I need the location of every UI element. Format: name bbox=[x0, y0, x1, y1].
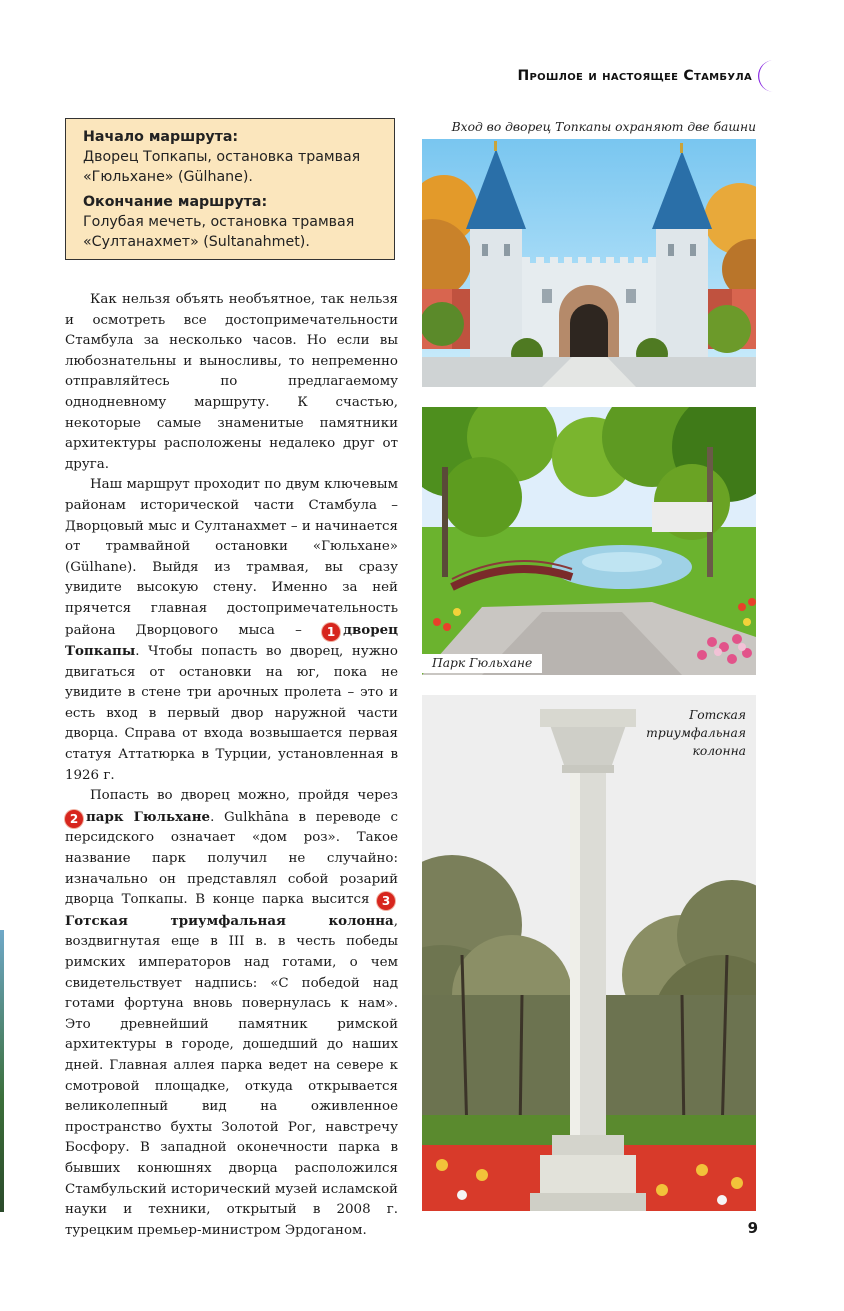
paragraph-1: Как нельзя объять необъятное, так нельзя и осмотреть все достопримечательности Стамбула за несколько часов. Но если вы любознательны и выносливы, то непременно отправляйтесь по предлагаемому однодневному маршруту. К счастью, некоторые самые знаменитые памятники архитектуры расположены недалеко друг от друга. bbox=[65, 292, 398, 472]
route-marker-2: 2 bbox=[65, 810, 83, 828]
paragraph-3-start: Попасть во дворец можно, пройдя через bbox=[90, 788, 398, 804]
route-marker-3: 3 bbox=[377, 892, 395, 910]
route-end-text: Голубая мечеть, остановка трамвая «Султанахмет» (Sultanahmet). bbox=[83, 214, 355, 250]
route-start-heading: Начало маршрута: bbox=[83, 129, 239, 145]
running-header-title: Прошлое и настоящее Стамбула bbox=[517, 68, 752, 84]
paragraph-2-end: . Чтобы попасть во дворец, нужно двигаться от остановки на юг, пока не увидите в стене три арочных пролета – это и есть вход в первый двор наружной части дворца. Справа от входа возвышается первая статуя Аттатюрка в Турции, установленная в 1926 г. bbox=[65, 644, 398, 783]
paragraph-3-middle: . Gulkhāna в переводе с персидского означает «дом роз». Такое название парк получил не случайно: изначально он представлял собой розарий дворца Топкапы. В конце парка высится bbox=[65, 809, 398, 908]
paragraph-3 bbox=[65, 786, 398, 1241]
crescent-mark-icon bbox=[758, 59, 790, 93]
park-photo-caption: Парк Гюльхане bbox=[422, 654, 542, 673]
route-marker-1: 1 bbox=[322, 623, 340, 641]
gulhane-park-term: парк Гюльхане bbox=[86, 808, 211, 825]
column-photo-caption: Готская триумфальная колонна bbox=[646, 708, 746, 758]
paragraph-2 bbox=[65, 475, 398, 786]
goths-column-term: Готская триумфальная колонна bbox=[65, 912, 394, 929]
page-number: 9 bbox=[747, 1219, 758, 1237]
goths-column-photo bbox=[422, 695, 756, 1211]
topkapi-palace-term: дворец Топкапы bbox=[65, 621, 398, 660]
article-body bbox=[65, 290, 398, 1241]
running-header bbox=[518, 62, 752, 90]
route-info-box bbox=[65, 118, 395, 260]
paragraph-3-end: , воздвигнутая еще в III в. в честь победы римских императоров над готами, о чем свидетельствует надпись: «С победой над готами фортуна вновь повернулась к нам». Это древнейший памятник римской архитектуры в городе, дошедший до наших дней. Главная аллея парка ведет на севере к смотровой площадке, откуда открывается великолепный вид на оживленное пространство бухты Золотой Рог, навстречу Босфору. В западной оконечности парка в бывших конюшнях дворца расположился Стамбульский исторический музей исламской науки и техники, открытый в 2008 г. турецким премьер-министром Эрдоганом. bbox=[65, 913, 398, 1238]
paragraph-2-start: Наш маршрут проходит по двум ключевым районам исторической части Стамбула – Дворцовый мыс и Султанахмет – и начинается от трамвайной остановки «Гюльхане» (Gülhane). Выйдя из трамвая, вы сразу увидите высокую стену. Именно за ней прячется главная достопримечательность района Дворцового мыса – bbox=[65, 477, 398, 638]
topkapi-gate-photo bbox=[422, 139, 756, 387]
topkapi-photo-caption: Вход во дворец Топкапы охраняют две башни bbox=[451, 120, 756, 134]
route-end-heading: Окончание маршрута: bbox=[83, 194, 268, 210]
route-start-text: Дворец Топкапы, остановка трамвая «Гюльхане» (Gülhane). bbox=[83, 149, 361, 185]
gulhane-park-photo bbox=[422, 407, 756, 675]
adjacent-page-edge bbox=[0, 930, 4, 1212]
